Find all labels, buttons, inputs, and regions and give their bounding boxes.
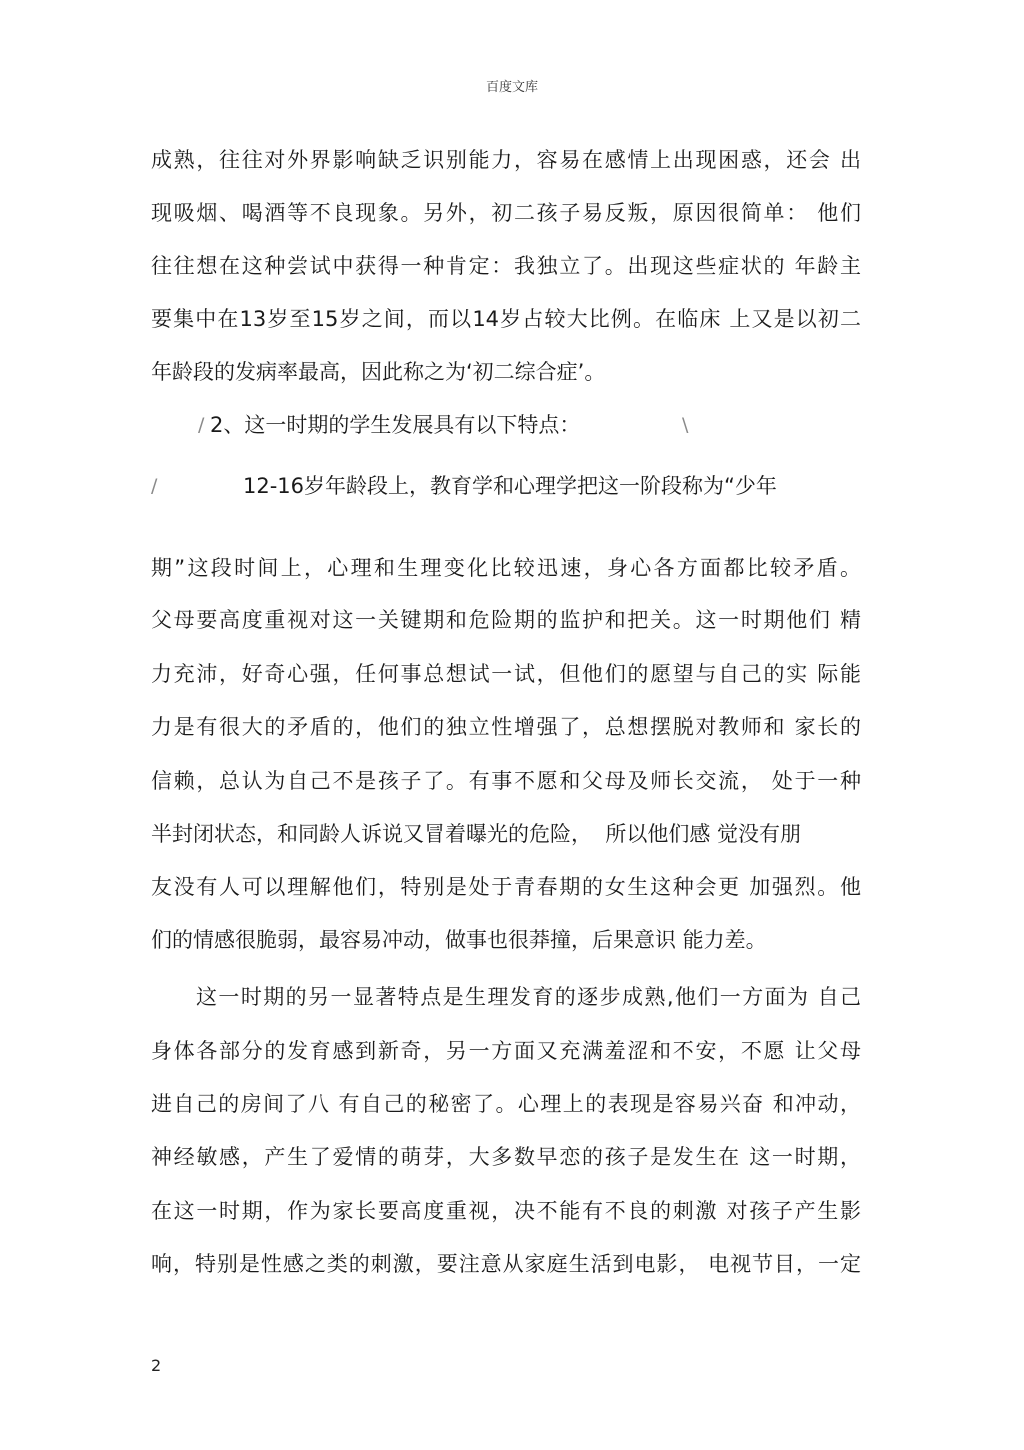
paragraph-line: 父母要高度重视对这一关键期和危险期的监护和把关。这一时期他们 精 (151, 608, 861, 632)
paragraph-line: 12-16岁年龄段上，教育学和心理学把这一阶段称为“少年 (243, 474, 777, 498)
paragraph-line: 期”这段时间上，心理和生理变化比较迅速，身心各方面都比较矛盾。 (151, 556, 861, 580)
paragraph-line: 进自己的房间了八 有自己的秘密了。心理上的表现是容易兴奋 和冲动， (151, 1092, 861, 1116)
paragraph-line: 们的情感很脆弱，最容易冲动，做事也很莽撞，后果意识 能力差。 (151, 928, 767, 952)
paragraph-line: 往往想在这种尝试中获得一种肯定：我独立了。出现这些症状的 年龄主 (151, 254, 861, 278)
paragraph-line: 响，特别是性感之类的刺激，要注意从家庭生活到电影， 电视节目，一定 (151, 1252, 861, 1276)
paragraph-line: 信赖，总认为自己不是孩子了。有事不愿和父母及师长交流， 处于一种 (151, 769, 861, 793)
document-header-title: 百度文库 (485, 80, 538, 95)
paragraph-line: 现吸烟、喝酒等不良现象。另外，初二孩子易反叛，原因很简单： 他们 (151, 201, 861, 225)
paragraph-line: 年龄段的发病率最高，因此称之为‘初二综合症’。 (151, 360, 606, 384)
section-heading: 2、这一时期的学生发展具有以下特点： (210, 413, 581, 437)
backslash-mark: \ (682, 414, 689, 436)
paragraph-line: 力是有很大的矛盾的，他们的独立性增强了，总想摆脱对教师和 家长的 (151, 715, 861, 739)
paragraph-line: 身体各部分的发育感到新奇，另一方面又充满羞涩和不安，不愿 让父母 (151, 1039, 861, 1063)
paragraph-line: 在这一时期，作为家长要高度重视，决不能有不良的刺激 对孩子产生影 (151, 1199, 861, 1223)
paragraph-line: 半封闭状态，和同龄人诉说又冒着曝光的危险， 所以他们感 觉没有朋 (151, 822, 802, 846)
paragraph-line: 成熟，往往对外界影响缺乏识别能力，容易在感情上出现困惑，还会 出 (151, 148, 861, 172)
paragraph-line: 神经敏感，产生了爱情的萌芽，大多数早恋的孩子是发生在 这一时期， (151, 1145, 861, 1169)
page-number: 2 (151, 1356, 162, 1375)
paragraph-line: 要集中在13岁至15岁之间，而以14岁占较大比例。在临床 上又是以初二 (151, 307, 861, 331)
paragraph-line: 这一时期的另一显著特点是生理发育的逐步成熟,他们一方面为 自己 (196, 985, 861, 1009)
slash-mark: / (151, 475, 158, 497)
slash-mark: / (198, 414, 205, 436)
paragraph-line: 力充沛，好奇心强，任何事总想试一试，但他们的愿望与自己的实 际能 (151, 662, 861, 686)
paragraph-line: 友没有人可以理解他们，特别是处于青春期的女生这种会更 加强烈。他 (151, 875, 861, 899)
